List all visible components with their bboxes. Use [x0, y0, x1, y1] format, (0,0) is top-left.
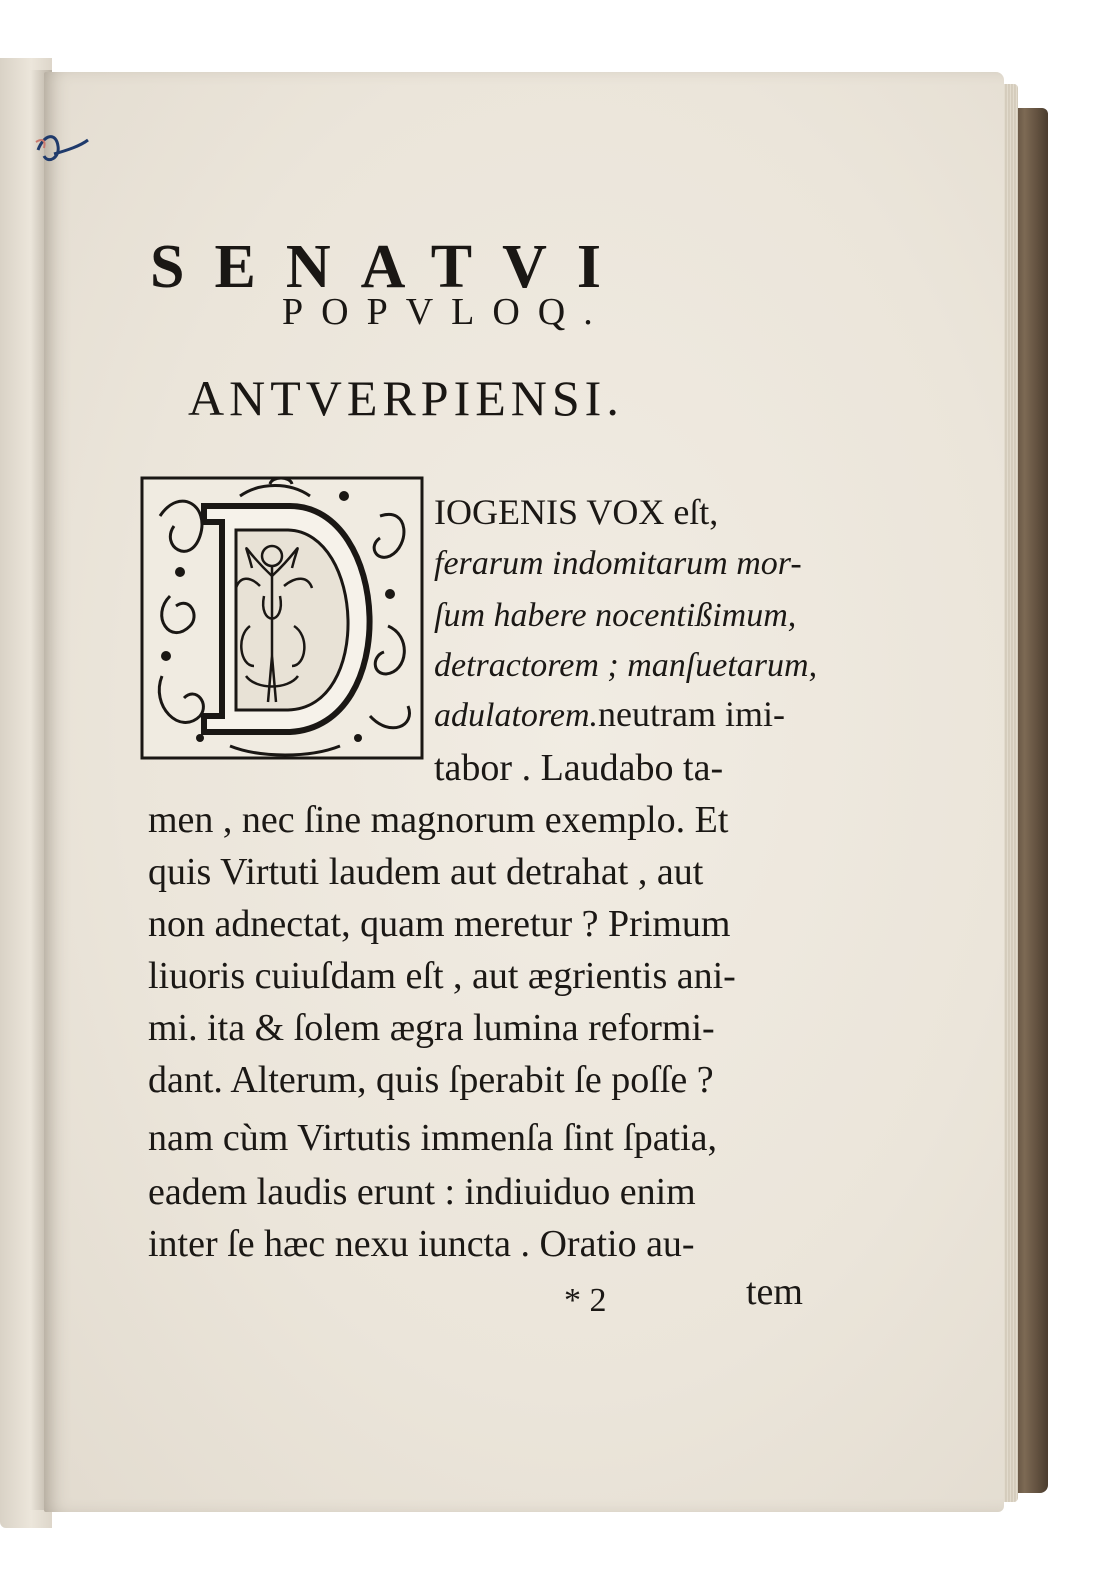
body-line-9: inter ſe hæc nexu iuncta . Oratio au-: [148, 1223, 695, 1265]
dedication-title-antverpiensi: ANTVERPIENSI.: [188, 370, 624, 426]
text-line-6: tabor . Laudabo ta-: [434, 747, 724, 789]
catchword: tem: [746, 1271, 803, 1313]
decorated-initial-d: [140, 476, 424, 760]
text-line-4: detractorem ; manſuetarum,: [434, 647, 818, 684]
signature-mark: * 2: [564, 1282, 607, 1319]
dedication-title-senatui: SENATVI: [150, 232, 632, 301]
binding-thread: [34, 128, 90, 178]
body-line-1: men , nec ſine magnorum exemplo. Et: [148, 799, 729, 841]
body-line-5: mi. ita & ſolem ægra lumina reformi-: [148, 1007, 715, 1049]
body-line-7: nam cùm Virtutis immenſa ſint ſpatia,: [148, 1117, 718, 1159]
text-line-2: ferarum indomitarum mor-: [434, 545, 802, 582]
text-line-5: adulatorem.neutram imi-: [434, 694, 785, 734]
body-line-3: non adnectat, quam meretur ? Primum: [148, 903, 731, 945]
body-line-6: dant. Alterum, quis ſperabit ſe poſſe ?: [148, 1059, 714, 1101]
text-line-3: ſum habere nocentißimum,: [434, 597, 797, 634]
text-line-1: IOGENIS VOX eſt,: [434, 492, 719, 532]
body-line-4: liuoris cuiuſdam eſt , aut ægrientis ani-: [148, 955, 736, 997]
body-line-2: quis Virtuti laudem aut detrahat , aut: [148, 851, 704, 893]
dedication-title-populoque: POPVLOQ.: [282, 291, 611, 333]
body-line-8: eadem laudis erunt : indiuiduo enim: [148, 1171, 696, 1213]
